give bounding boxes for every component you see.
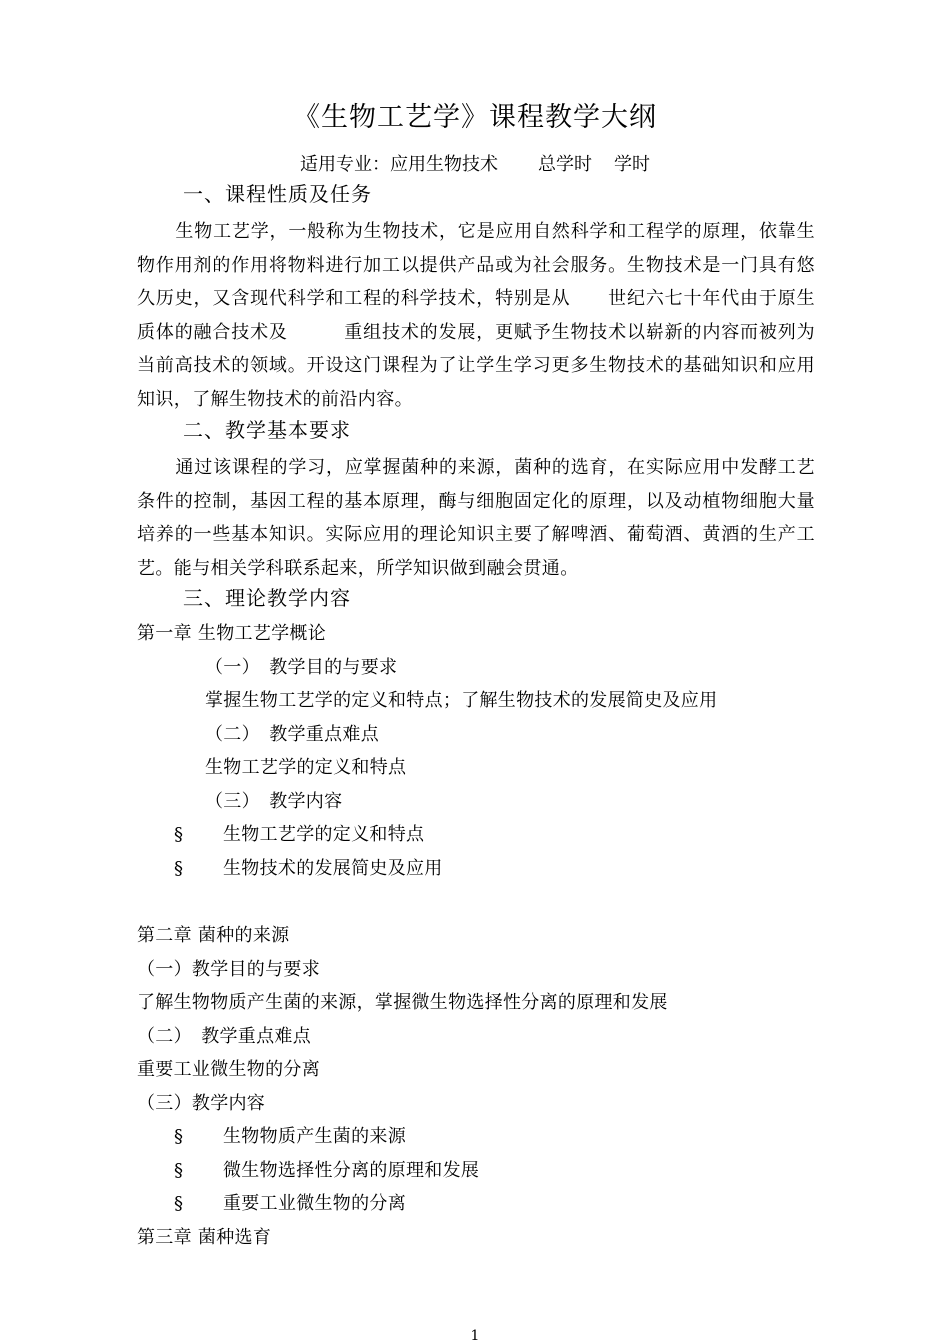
chapter-3-title: 第三章 菌种选育 <box>137 1227 272 1248</box>
bullet-icon: § <box>174 1160 184 1181</box>
chapter-1-content-label: （三） 教学内容 <box>205 791 343 812</box>
bullet-icon: § <box>174 1193 184 1214</box>
chapter-2-objective-text: 了解生物物质产生菌的来源，掌握微生物选择性分离的原理和发展 <box>137 992 668 1013</box>
chapter-2-content-label: （三）教学内容 <box>137 1093 266 1114</box>
section-heading-1: 一、课程性质及任务 <box>183 182 372 206</box>
section-heading-3: 三、理论教学内容 <box>183 586 351 610</box>
section-2-paragraph <box>137 451 815 585</box>
section-1-paragraph <box>137 215 815 416</box>
section-1-text: 生物工艺学，一般称为生物技术，它是应用自然科学和工程学的原理，依靠生物作用剂的作用将物料进行加工以提供产品或为社会服务。生物技术是一门具有悠久历史，又含现代科学和工程的科学技术，特别是从 世纪六七十年代由于原生质体的融合技术及 重组技术的发展，更赋予生物技术以崭新的内容而被列为当前高技术的领域。开设这门课程为了让学生学习更多生物技术的基础知识和应用知识，了解生物技术的前沿内容。 <box>137 221 815 410</box>
hours-unit: 学时 <box>614 154 650 175</box>
section-heading-2: 二、教学基本要求 <box>183 418 351 442</box>
bullet-icon: § <box>174 824 184 845</box>
chapter-1-objective-text: 掌握生物工艺学的定义和特点；了解生物技术的发展简史及应用 <box>205 690 718 711</box>
chapter-1-objective-label: （一） 教学目的与要求 <box>205 657 398 678</box>
hours-total: 总学时 <box>538 154 592 175</box>
major-label: 适用专业：应用生物技术 <box>300 154 498 175</box>
chapter-1-title: 第一章 生物工艺学概论 <box>137 623 327 644</box>
chapter-2-item: 重要工业微生物的分离 <box>223 1193 406 1214</box>
chapter-2-item: 生物物质产生菌的来源 <box>223 1126 406 1147</box>
chapter-1-item: 生物技术的发展简史及应用 <box>223 858 443 879</box>
chapter-1-item: 生物工艺学的定义和特点 <box>223 824 425 845</box>
document-subtitle <box>0 154 950 176</box>
bullet-icon: § <box>174 858 184 879</box>
bullet-icon: § <box>174 1126 184 1147</box>
chapter-2-item: 微生物选择性分离的原理和发展 <box>223 1160 480 1181</box>
section-2-text: 通过该课程的学习，应掌握菌种的来源，菌种的选育，在实际应用中发酵工艺条件的控制，基因工程的基本原理，酶与细胞固定化的原理，以及动植物细胞大量培养的一些基本知识。实际应用的理论知识主要了解啤酒、葡萄酒、黄酒的生产工艺。能与相关学科联系起来，所学知识做到融会贯通。 <box>137 457 815 579</box>
chapter-1-key-label: （二） 教学重点难点 <box>205 724 379 745</box>
page-number: 1 <box>470 1328 480 1344</box>
chapter-2-key-label: （二） 教学重点难点 <box>137 1026 311 1047</box>
chapter-2-title: 第二章 菌种的来源 <box>137 925 290 946</box>
chapter-2-objective-label: （一）教学目的与要求 <box>137 959 320 980</box>
chapter-2-key-text: 重要工业微生物的分离 <box>137 1059 320 1080</box>
document-title: 《生物工艺学》课程教学大纲 <box>293 102 657 133</box>
chapter-1-key-text: 生物工艺学的定义和特点 <box>205 757 407 778</box>
